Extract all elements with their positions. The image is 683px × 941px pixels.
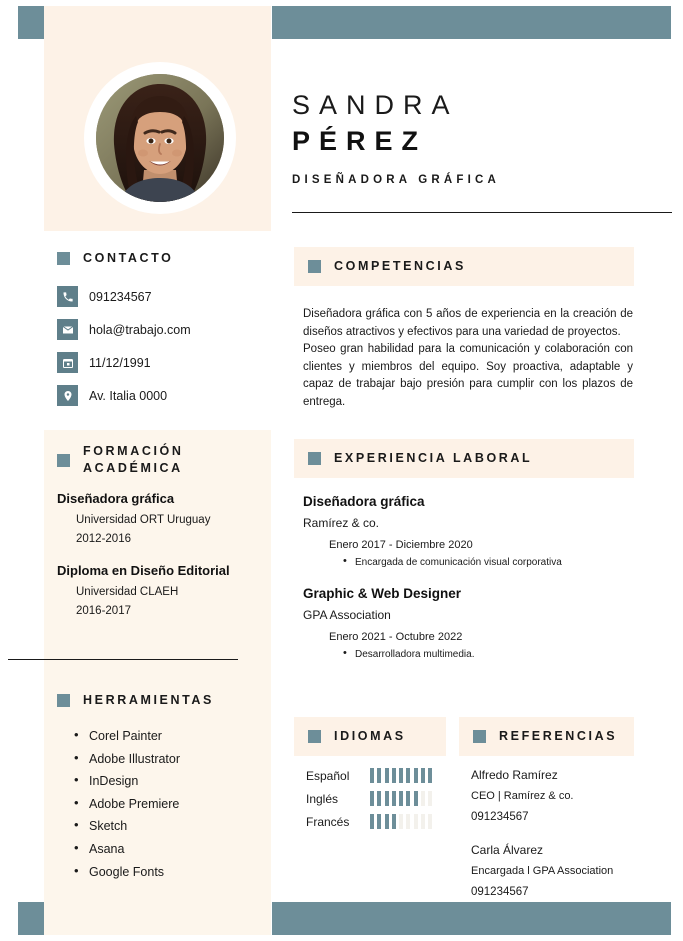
list-item: • Asana bbox=[89, 838, 272, 861]
contact-value-birthdate: 11/12/1991 bbox=[89, 355, 151, 370]
section-herramientas bbox=[57, 692, 272, 883]
contact-value-address: Av. Italia 0000 bbox=[89, 388, 168, 403]
language-level-bar bbox=[414, 791, 418, 806]
language-level-bar bbox=[421, 791, 425, 806]
section-competencias-heading bbox=[294, 247, 634, 286]
language-level-meter bbox=[370, 814, 432, 829]
square-bullet-icon bbox=[308, 730, 321, 743]
experience-company: Ramírez & co. bbox=[303, 516, 380, 530]
contact-item-email[interactable] bbox=[57, 317, 272, 342]
decor-block-top-left bbox=[18, 6, 44, 39]
experience-dates: Enero 2021 - Octubre 2022 bbox=[329, 631, 463, 643]
education-degree: Diploma en Diseño Editorial bbox=[57, 563, 230, 578]
language-level-bar bbox=[392, 768, 396, 783]
language-level-bar bbox=[399, 768, 403, 783]
language-level-bar bbox=[399, 791, 403, 806]
competencias-paragraph-2: Poseo gran habilidad para la comunicación y colaboración con clientes y miembros del equipo. Soy proactiva, adaptable y capaz de trabajar bajo presión para cumplir con los plazos de entrega. bbox=[303, 343, 633, 408]
herramientas-title: HERRAMIENTAS bbox=[83, 693, 214, 707]
language-level-bar bbox=[385, 791, 389, 806]
idiomas-title: IDIOMAS bbox=[334, 729, 406, 743]
competencias-title: COMPETENCIAS bbox=[334, 259, 466, 273]
language-level-bar bbox=[406, 768, 410, 783]
education-entry bbox=[57, 563, 272, 621]
sidebar-divider bbox=[8, 659, 238, 660]
language-level-bar bbox=[399, 814, 403, 829]
section-referencias-heading bbox=[459, 717, 634, 756]
experiencia-title: EXPERIENCIA LABORAL bbox=[334, 451, 533, 465]
language-level-bar bbox=[370, 791, 374, 806]
languages-list bbox=[306, 764, 466, 833]
contact-item-birthdate[interactable] bbox=[57, 350, 272, 375]
experience-company: GPA Association bbox=[303, 608, 391, 622]
language-level-bar bbox=[377, 814, 381, 829]
language-level-bar bbox=[414, 814, 418, 829]
experience-bullets bbox=[303, 555, 648, 570]
square-bullet-icon bbox=[308, 260, 321, 273]
referencias-title: REFERENCIAS bbox=[499, 729, 618, 743]
formacion-title bbox=[83, 443, 183, 477]
language-level-bar bbox=[370, 814, 374, 829]
decor-block-top-right bbox=[272, 6, 671, 39]
language-level-meter bbox=[370, 791, 432, 806]
reference-entry bbox=[471, 839, 671, 903]
list-item: • Corel Painter bbox=[89, 725, 272, 748]
contact-item-phone[interactable] bbox=[57, 284, 272, 309]
language-row bbox=[306, 787, 466, 810]
section-idiomas-heading bbox=[294, 717, 446, 756]
square-bullet-icon bbox=[57, 694, 70, 707]
header-divider bbox=[292, 212, 672, 213]
language-name: Francés bbox=[306, 814, 350, 829]
reference-entry bbox=[471, 764, 671, 828]
education-institution: Universidad ORT Uruguay bbox=[76, 514, 211, 526]
calendar-icon bbox=[57, 352, 78, 373]
section-formacion-academica bbox=[57, 443, 272, 621]
experience-dates: Enero 2017 - Diciembre 2020 bbox=[329, 539, 473, 551]
reference-role: Encargada l GPA Association bbox=[471, 865, 614, 877]
phone-icon bbox=[57, 286, 78, 307]
language-level-bar bbox=[392, 791, 396, 806]
education-entry bbox=[57, 491, 272, 549]
list-item: • Encargada de comunicación visual corporativa bbox=[355, 555, 648, 570]
section-experiencia-heading bbox=[294, 439, 634, 478]
contact-item-address[interactable] bbox=[57, 383, 272, 408]
references-list bbox=[471, 764, 671, 914]
language-level-meter bbox=[370, 768, 432, 783]
avatar bbox=[96, 74, 224, 202]
language-level-bar bbox=[385, 814, 389, 829]
language-level-bar bbox=[385, 768, 389, 783]
contacto-heading bbox=[57, 250, 272, 267]
contact-value-email: hola@trabajo.com bbox=[89, 322, 191, 337]
language-level-bar bbox=[392, 814, 396, 829]
reference-name: Alfredo Ramírez bbox=[471, 768, 558, 782]
education-years: 2016-2017 bbox=[76, 605, 131, 617]
tools-list bbox=[57, 725, 272, 883]
education-institution: Universidad CLAEH bbox=[76, 586, 179, 598]
formacion-title-line1: FORMACIÓN bbox=[83, 444, 184, 458]
last-name: PÉREZ bbox=[292, 126, 428, 156]
language-level-bar bbox=[377, 768, 381, 783]
square-bullet-icon bbox=[57, 252, 70, 265]
herramientas-heading bbox=[57, 692, 272, 709]
square-bullet-icon bbox=[57, 454, 70, 467]
language-row bbox=[306, 810, 466, 833]
language-level-bar bbox=[428, 791, 432, 806]
language-level-bar bbox=[428, 814, 432, 829]
language-level-bar bbox=[421, 814, 425, 829]
square-bullet-icon bbox=[308, 452, 321, 465]
experience-entry bbox=[303, 584, 648, 662]
list-item: • Desarrolladora multimedia. bbox=[355, 647, 648, 662]
language-level-bar bbox=[414, 768, 418, 783]
decor-block-bottom-left bbox=[18, 902, 44, 935]
experience-entry bbox=[303, 492, 648, 570]
language-level-bar bbox=[428, 768, 432, 783]
language-level-bar bbox=[377, 791, 381, 806]
section-contacto bbox=[57, 250, 272, 416]
reference-phone: 091234567 bbox=[471, 886, 529, 898]
square-bullet-icon bbox=[473, 730, 486, 743]
language-level-bar bbox=[406, 791, 410, 806]
location-pin-icon bbox=[57, 385, 78, 406]
language-row bbox=[306, 764, 466, 787]
competencias-paragraph-1: Diseñadora gráfica con 5 años de experiencia en la creación de diseños atractivos y efectivos para una variedad de proyectos. bbox=[303, 308, 633, 338]
education-degree: Diseñadora gráfica bbox=[57, 491, 175, 506]
list-item: • Adobe Premiere bbox=[89, 793, 272, 816]
mail-icon bbox=[57, 319, 78, 340]
experience-bullets bbox=[303, 647, 648, 662]
language-name: Inglés bbox=[306, 791, 339, 806]
list-item: • Sketch bbox=[89, 815, 272, 838]
list-item: • Google Fonts bbox=[89, 861, 272, 884]
language-name: Español bbox=[306, 768, 350, 783]
language-level-bar bbox=[370, 768, 374, 783]
contact-value-phone: 091234567 bbox=[89, 289, 152, 304]
language-level-bar bbox=[406, 814, 410, 829]
competencias-body bbox=[303, 306, 633, 412]
formacion-heading bbox=[57, 443, 272, 477]
reference-name: Carla Álvarez bbox=[471, 843, 544, 857]
list-item: • InDesign bbox=[89, 770, 272, 793]
name-block bbox=[292, 88, 672, 186]
job-title: DISEÑADORA GRÁFICA bbox=[292, 174, 501, 186]
list-item: • Adobe Illustrator bbox=[89, 748, 272, 771]
experience-role: Diseñadora gráfica bbox=[303, 494, 425, 509]
contacto-title: CONTACTO bbox=[83, 251, 174, 265]
formacion-title-line2: ACADÉMICA bbox=[83, 461, 183, 475]
reference-role: CEO | Ramírez & co. bbox=[471, 790, 574, 802]
reference-phone: 091234567 bbox=[471, 811, 529, 823]
first-name: SANDRA bbox=[292, 90, 459, 120]
education-years: 2012-2016 bbox=[76, 533, 131, 545]
experience-role: Graphic & Web Designer bbox=[303, 586, 462, 601]
experience-list bbox=[303, 492, 648, 676]
contact-list bbox=[57, 284, 272, 408]
language-level-bar bbox=[421, 768, 425, 783]
